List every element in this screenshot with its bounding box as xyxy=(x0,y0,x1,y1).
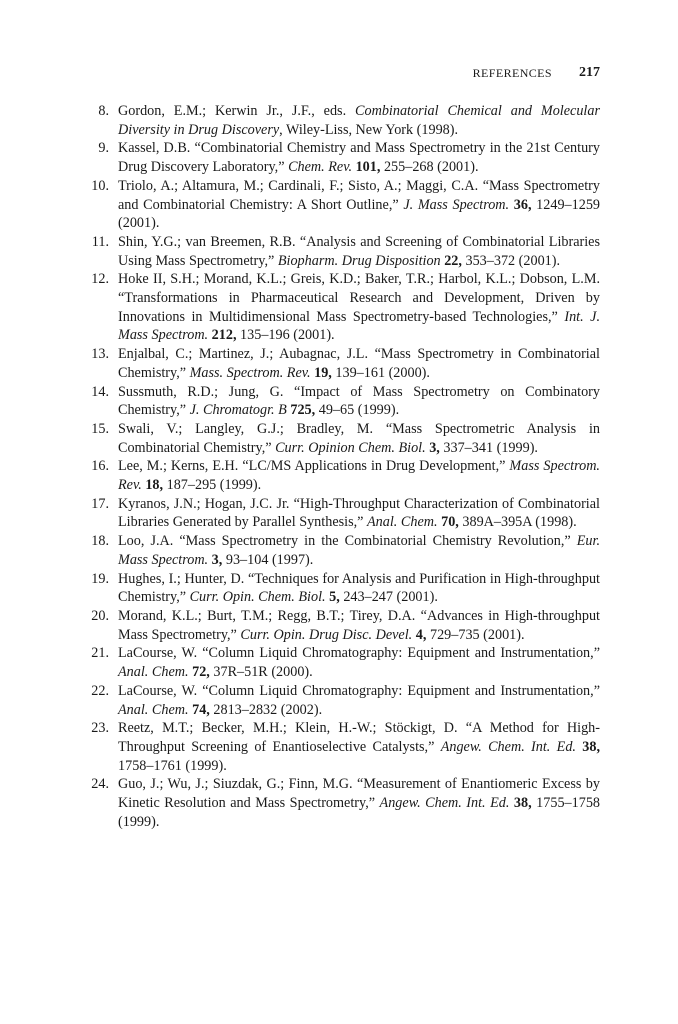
reference-item xyxy=(82,775,600,831)
reference-authors-title: Morand, K.L.; Burt, T.M.; Regg, B.T.; Tirey, D.A. “Advances in High-throughput Mass Spectrometry,” xyxy=(118,607,600,643)
reference-number: 14. xyxy=(91,383,109,400)
reference-source: Anal. Chem. xyxy=(118,701,189,718)
reference-source: Chem. Rev. xyxy=(288,159,353,176)
reference-pages-year: 187–295 (1999). xyxy=(163,477,262,494)
reference-number: 12. xyxy=(91,271,109,288)
reference-volume: 72, xyxy=(188,664,210,681)
reference-authors-title: Triolo, A.; Altamura, M.; Cardinali, F.; Sisto, A.; Maggi, C.A. “Mass Spectrometry and Combinatorial Chemistry: A Short Outline,” xyxy=(118,177,600,213)
reference-item xyxy=(82,607,600,644)
reference-item xyxy=(82,270,600,345)
reference-authors-title: Hughes, I.; Hunter, D. “Techniques for Analysis and Purification in High-throughput Chemistry,” xyxy=(118,570,600,606)
reference-source: Int. J. Mass Spectrom. xyxy=(118,308,600,344)
reference-pages-year: 729–735 (2001). xyxy=(426,626,525,643)
reference-number: 15. xyxy=(91,420,109,437)
reference-number: 13. xyxy=(91,346,109,363)
reference-number: 9. xyxy=(98,140,109,157)
reference-pages-year: 1755–1758 (1999). xyxy=(118,795,600,830)
reference-source: Angew. Chem. Int. Ed. xyxy=(440,738,576,755)
reference-source: Curr. Opin. Chem. Biol. xyxy=(189,589,326,606)
reference-text xyxy=(118,177,600,233)
reference-source: Curr. Opinion Chem. Biol. xyxy=(275,439,426,456)
reference-pages-year: , Wiley-Liss, New York (1998). xyxy=(279,121,459,138)
reference-source: Mass Spectrom. Rev. xyxy=(118,458,600,494)
reference-item xyxy=(82,420,600,457)
reference-number: 10. xyxy=(91,177,109,194)
reference-pages-year: 49–65 (1999). xyxy=(315,402,400,419)
reference-volume: 38, xyxy=(575,738,601,755)
reference-text xyxy=(118,102,600,139)
reference-item xyxy=(82,495,600,532)
reference-list xyxy=(82,102,600,831)
reference-authors-title: Sussmuth, R.D.; Jung, G. “Impact of Mass Spectrometry on Combinatory Chemistry,” xyxy=(118,383,600,419)
reference-item xyxy=(82,644,600,681)
reference-authors-title: Lee, M.; Kerns, E.H. “LC/MS Applications in Drug Development,” xyxy=(118,458,510,475)
reference-text xyxy=(118,270,600,345)
reference-text xyxy=(118,457,600,494)
reference-text xyxy=(118,719,600,775)
reference-source: Eur. Mass Spectrom. xyxy=(118,533,600,568)
reference-source: J. Chromatogr. B xyxy=(189,402,287,419)
reference-number: 22. xyxy=(91,682,109,699)
reference-item xyxy=(82,532,600,569)
reference-number: 19. xyxy=(91,570,109,587)
reference-pages-year: 37R–51R (2000). xyxy=(209,664,313,681)
reference-volume: 3, xyxy=(208,551,223,568)
reference-item xyxy=(82,139,600,176)
reference-authors-title: Gordon, E.M.; Kerwin Jr., J.F., eds. xyxy=(118,103,356,119)
reference-volume: 18, xyxy=(141,477,164,494)
running-header-title: REFERENCES xyxy=(472,66,552,80)
reference-text xyxy=(118,775,600,831)
reference-authors-title: LaCourse, W. “Column Liquid Chromatography: Equipment and Instrumentation,” xyxy=(118,682,600,699)
reference-pages-year: 255–268 (2001). xyxy=(380,159,479,176)
reference-volume: 36, xyxy=(509,196,532,213)
reference-volume: 5, xyxy=(325,589,340,606)
reference-text xyxy=(118,607,600,644)
reference-item xyxy=(82,682,600,719)
reference-pages-year: 243–247 (2001). xyxy=(339,589,438,606)
reference-authors-title: Shin, Y.G.; van Breemen, R.B. “Analysis and Screening of Combinatorial Libraries Using Mass Spectrometry,” xyxy=(118,233,600,269)
reference-authors-title: Enjalbal, C.; Martinez, J.; Aubagnac, J.L. “Mass Spectrometry in Combinatorial Chemistry,” xyxy=(118,346,600,381)
reference-authors-title: Kassel, D.B. “Combinatorial Chemistry and Mass Spectrometry in the 21st Century Drug Discovery Laboratory,” xyxy=(118,140,600,176)
reference-item xyxy=(82,102,600,139)
reference-source: Combinatorial Chemical and Molecular Diversity in Drug Discovery xyxy=(118,103,600,138)
reference-text xyxy=(118,139,600,176)
reference-source: Mass. Spectrom. Rev. xyxy=(189,364,311,381)
reference-number: 24. xyxy=(91,776,109,793)
reference-source: Angew. Chem. Int. Ed. xyxy=(379,795,510,812)
reference-source: Curr. Opin. Drug Disc. Devel. xyxy=(240,626,413,643)
reference-pages-year: 353–372 (2001). xyxy=(461,252,561,269)
reference-volume: 3, xyxy=(425,439,440,456)
reference-number: 11. xyxy=(91,233,109,250)
reference-text xyxy=(118,644,600,681)
reference-pages-year: 2813–2832 (2002). xyxy=(209,701,323,718)
reference-number: 16. xyxy=(91,458,109,475)
reference-authors-title: Hoke II, S.H.; Morand, K.L.; Greis, K.D.; Baker, T.R.; Harbol, K.L.; Dobson, L.M. “Transformations in Pharmaceutical Research and Development, Driven by Innovations in Multidimensional Mass Spectrometry-based Technologies,” xyxy=(118,271,600,325)
reference-authors-title: Swali, V.; Langley, G.J.; Bradley, M. “Mass Spectrometric Analysis in Combinatorial Chemistry,” xyxy=(118,420,600,456)
reference-volume: 725, xyxy=(286,402,316,419)
reference-text xyxy=(118,383,600,420)
reference-source: J. Mass Spectrom. xyxy=(403,196,510,213)
reference-volume: 4, xyxy=(412,626,427,643)
reference-item xyxy=(82,345,600,382)
reference-text xyxy=(118,345,600,382)
reference-item xyxy=(82,233,600,270)
reference-number: 21. xyxy=(91,645,109,662)
reference-item xyxy=(82,177,600,233)
reference-text xyxy=(118,233,600,270)
reference-volume: 22, xyxy=(440,252,462,269)
reference-item xyxy=(82,570,600,607)
reference-number: 17. xyxy=(91,495,109,512)
reference-item xyxy=(82,719,600,775)
reference-pages-year: 337–341 (1999). xyxy=(439,439,538,456)
reference-text xyxy=(118,532,600,569)
reference-text xyxy=(118,420,600,457)
reference-authors-title: Kyranos, J.N.; Hogan, J.C. Jr. “High-Throughput Characterization of Combinatorial Libraries Generated by Parallel Synthesis,” xyxy=(118,495,600,531)
page-number: 217 xyxy=(579,65,600,80)
reference-authors-title: Loo, J.A. “Mass Spectrometry in the Combinatorial Chemistry Revolution,” xyxy=(118,533,577,550)
reference-item xyxy=(82,383,600,420)
reference-pages-year: 389A–395A (1998). xyxy=(458,514,577,531)
reference-pages-year: 135–196 (2001). xyxy=(236,327,335,344)
reference-pages-year: 139–161 (2000). xyxy=(331,364,430,381)
reference-number: 20. xyxy=(91,607,109,624)
reference-volume: 101, xyxy=(352,159,381,176)
reference-volume: 212, xyxy=(208,327,237,344)
reference-source: Anal. Chem. xyxy=(367,514,438,531)
reference-text xyxy=(118,495,600,532)
reference-pages-year: 1249–1259 (2001). xyxy=(118,196,601,232)
reference-volume: 74, xyxy=(188,701,210,718)
reference-source: Anal. Chem. xyxy=(118,664,189,681)
reference-text xyxy=(118,570,600,607)
reference-item xyxy=(82,457,600,494)
reference-authors-title: Reetz, M.T.; Becker, M.H.; Klein, H.-W.; Stöckigt, D. “A Method for High-Throughput Screening of Enantioselective Catalysts,” xyxy=(118,720,600,755)
reference-text xyxy=(118,682,600,719)
reference-pages-year: 1758–1761 (1999). xyxy=(118,757,227,774)
reference-number: 23. xyxy=(91,720,109,737)
running-header xyxy=(0,66,600,84)
reference-number: 18. xyxy=(91,533,109,550)
reference-source: Biopharm. Drug Disposition xyxy=(277,252,441,269)
reference-authors-title: LaCourse, W. “Column Liquid Chromatography: Equipment and Instrumentation,” xyxy=(118,645,600,662)
reference-pages-year: 93–104 (1997). xyxy=(222,551,314,568)
reference-volume: 19, xyxy=(310,364,332,381)
reference-volume: 70, xyxy=(437,514,459,531)
reference-volume: 38, xyxy=(509,795,532,812)
reference-number: 8. xyxy=(98,103,109,119)
reference-authors-title: Guo, J.; Wu, J.; Siuzdak, G.; Finn, M.G. “Measurement of Enantiomeric Excess by Kinetic Resolution and Mass Spectrometry,” xyxy=(118,776,600,812)
